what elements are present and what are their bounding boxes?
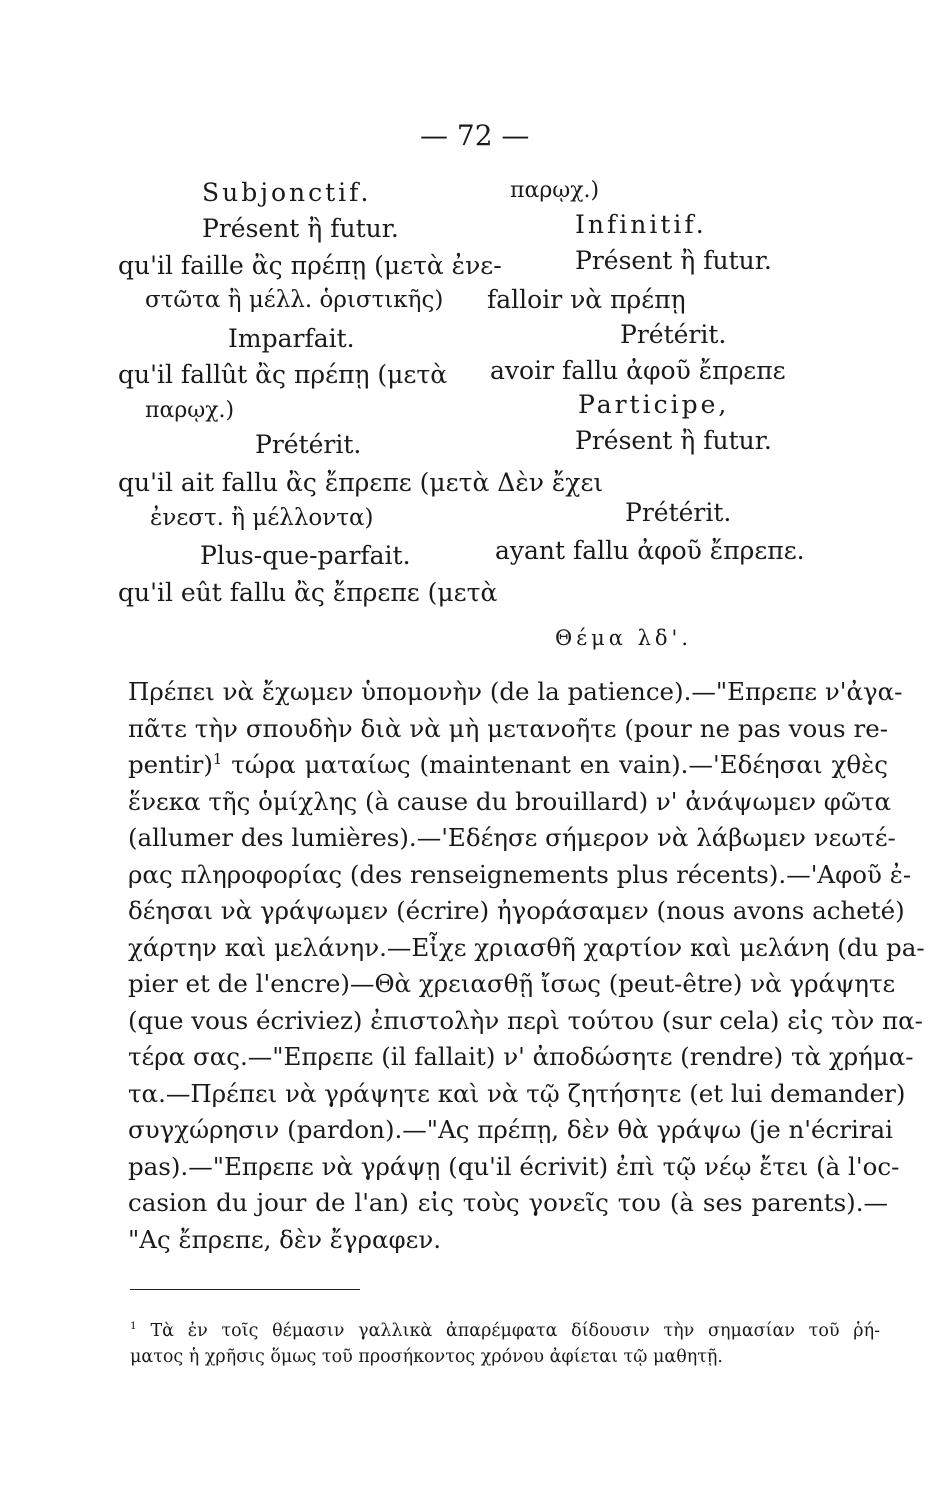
- exercise-line: "Ας ἔπρεπε, δὲν ἔγραφεν.: [128, 1224, 442, 1254]
- footnote-text: Τὰ ἐν τοῖς θέμασιν γαλλικὰ ἀπαρέμφατα δίδουσιν τὴν σημασίαν τοῦ ῥή-: [150, 1321, 880, 1341]
- exercise-line: τέρα σας.—"Επρεπε (il fallait) ν' ἀποδώσητε (rendre) τὰ χρήμα-: [128, 1042, 914, 1071]
- exercise-paragraph: [128, 674, 925, 1258]
- exercise-line: (allumer des lumières).—'Εδέησε σήμερον νὰ λάβωμεν νεωτέ-: [128, 823, 896, 852]
- exercise-line: πᾶτε τὴν σπουδὴν διὰ νὰ μὴ μετανοῆτε (pour ne pas vous re-: [128, 713, 888, 743]
- faille-line: qu'il faille ἂς πρέπῃ (μετὰ ἐνε-: [118, 251, 502, 280]
- footnote-line: ματος ἡ χρῆσις ὅμως τοῦ προσήκοντος χρόνου ἀφίεται τῷ μαθητῇ.: [130, 1347, 723, 1367]
- footnote: [130, 1318, 880, 1370]
- exercise-line: (que vous écriviez) ἐπιστολὴν περὶ τούτου (sur cela) εἰς τὸν πα-: [128, 1005, 923, 1035]
- theme-heading: Θέμα λδ'.: [555, 626, 693, 650]
- fallut-line: qu'il fallût ἂς πρέπῃ (μετὰ: [118, 360, 448, 389]
- footnote-number: 1: [130, 1320, 137, 1333]
- footnote-ref: 1: [212, 750, 223, 768]
- plus-que-parfait-label: Plus-que-parfait.: [200, 541, 411, 570]
- preterit-label-2: Prétérit.: [255, 430, 362, 459]
- present-futur-label-1: Présent ἢ futur.: [202, 214, 399, 243]
- preterit-label-3: Prétérit.: [625, 498, 732, 527]
- exercise-line: συγχώρησιν (pardon).—"Ας πρέπῃ, δὲν θὰ γράψω (je n'écrirai: [128, 1115, 893, 1144]
- exercise-line: pas).—"Επρεπε νὰ γράψῃ (qu'il écrivit) ἐπὶ τῷ νέῳ ἔτει (à l'oc-: [128, 1151, 900, 1181]
- exercise-line: Πρέπει νὰ ἔχωμεν ὑπομονὴν (de la patience).—"Επρεπε ν'ἀγα-: [128, 677, 903, 706]
- falloir-line: falloir νὰ πρέπῃ: [487, 285, 686, 314]
- exercise-line: casion du jour de l'an) εἰς τοὺς γονεῖς του (à ses parents).—: [128, 1188, 888, 1217]
- paroch-note-1: παρῳχ.): [510, 178, 600, 203]
- paroch-note-2: παρῳχ.): [145, 398, 235, 423]
- exercise-line: δέησαι νὰ γράψωμεν (écrire) ἠγοράσαμεν (nous avons acheté): [128, 896, 905, 925]
- exercise-line: ρας πληροφορίας (des renseignements plus récents).—'Αφοῦ ἐ-: [128, 859, 912, 889]
- ait-fallu-cont-line: ἐνεστ. ἢ μέλλοντα): [150, 505, 374, 531]
- line-prefix: pentir): [128, 750, 213, 779]
- ayant-fallu-line: ayant fallu ἀφοῦ ἔπρεπε.: [495, 536, 805, 565]
- exercise-line: ἕνεκα τῆς ὁμίχλης (à cause du brouillard) ν' ἀνάψωμεν φῶτα: [128, 786, 892, 816]
- subjonctif-heading: Subjonctif.: [202, 178, 372, 207]
- exercise-line-with-note: [128, 747, 888, 784]
- eut-fallu-line: qu'il eût fallu ἂς ἔπρεπε (μετὰ: [118, 578, 498, 607]
- imparfait-label: Imparfait.: [228, 324, 355, 353]
- ait-fallu-line: qu'il ait fallu ἂς ἔπρεπε (μετὰ Δὲν ἔχει: [118, 468, 604, 497]
- participe-heading: Participe,: [578, 390, 730, 419]
- exercise-line: τα.—Πρέπει νὰ γράψητε καὶ νὰ τῷ ζητήσητε (et lui demander): [128, 1078, 906, 1108]
- avoir-fallu-line: avoir fallu ἀφοῦ ἔπρεπε: [490, 356, 786, 385]
- exercise-line: pier et de l'encre)—Θὰ χρειασθῇ ἴσως (peut-être) νὰ γράψητε: [128, 969, 896, 998]
- present-futur-label-3: Présent ἢ futur.: [575, 426, 772, 455]
- exercise-line: χάρτην καὶ μελάνην.—Εἶχε χριασθῆ χαρτίον καὶ μελάνη (du pa-: [128, 932, 925, 962]
- faille-cont-line: στῶτα ἢ μέλλ. ὁριστικῆς): [145, 287, 444, 313]
- footnote-divider: [130, 1289, 360, 1290]
- present-futur-label-2: Présent ἢ futur.: [575, 246, 772, 275]
- footnote-line: [130, 1318, 880, 1344]
- infinitif-heading: Infinitif.: [575, 210, 707, 239]
- preterit-label-1: Prétérit.: [620, 320, 727, 349]
- line-rest: τώρα ματαίως (maintenant en vain).—'Εδέησαι χθὲς: [231, 750, 888, 779]
- page-number: — 72 —: [420, 119, 530, 152]
